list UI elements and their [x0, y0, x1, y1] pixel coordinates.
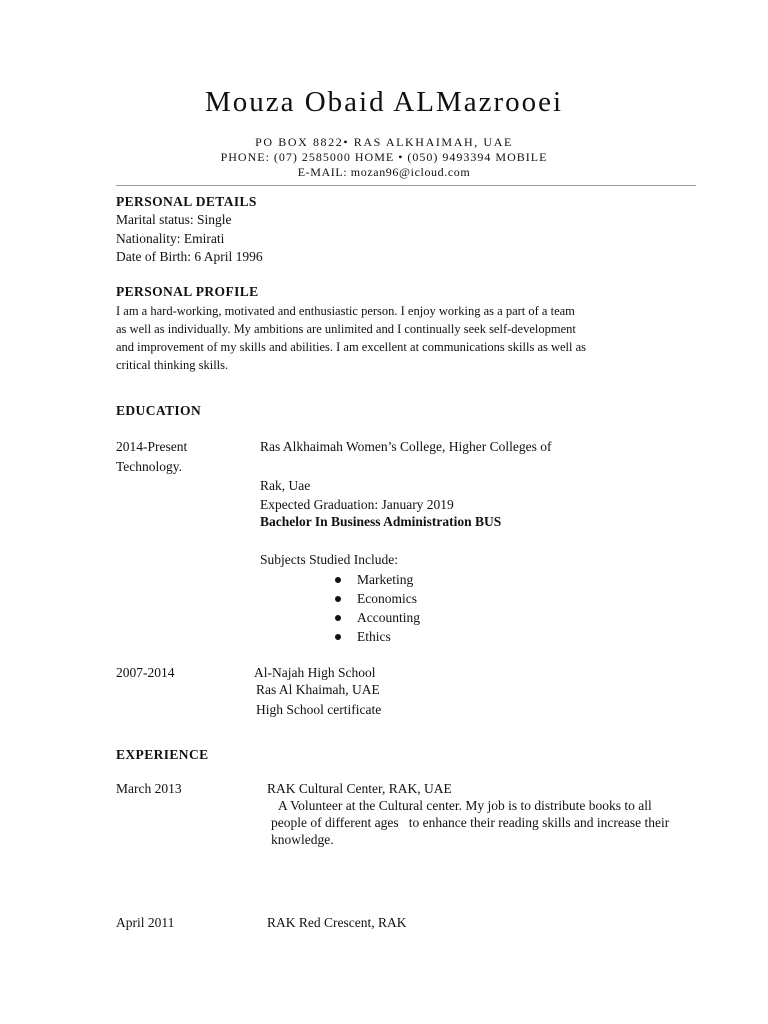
- personal-profile-heading: PERSONAL PROFILE: [116, 284, 259, 299]
- list-item: Economics: [333, 591, 420, 610]
- education-institution-cont: Technology.: [116, 459, 183, 474]
- date-of-birth: Date of Birth: 6 April 1996: [116, 249, 263, 264]
- personal-details-heading: PERSONAL DETAILS: [116, 194, 257, 209]
- subjects-label: Subjects Studied Include:: [260, 552, 398, 567]
- experience-organization: RAK Cultural Center, RAK, UAE: [267, 781, 452, 796]
- profile-line: I am a hard-working, motivated and enthusiastic person. I enjoy working as a part of a team: [116, 304, 575, 318]
- bullet-icon: [335, 634, 341, 640]
- education-location: Rak, Uae: [260, 478, 311, 493]
- education-degree: Bachelor In Business Administration BUS: [260, 514, 502, 529]
- profile-line: as well as individually. My ambitions are unlimited and I continually seek self-development: [116, 322, 576, 336]
- education-period: 2014-Present: [116, 439, 188, 454]
- phone-line: PHONE: (07) 2585000 HOME • (050) 9493394 MOBILE: [220, 150, 548, 164]
- marital-status: Marital status: Single: [116, 212, 232, 227]
- education-institution: Ras Alkhaimah Women’s College, Higher Colleges of: [260, 439, 552, 454]
- experience-organization: RAK Red Crescent, RAK: [267, 915, 407, 930]
- bullet-icon: [335, 577, 341, 583]
- education-location: Ras Al Khaimah, UAE: [256, 682, 380, 697]
- bullet-icon: [335, 596, 341, 602]
- experience-description-line: knowledge.: [271, 832, 334, 847]
- profile-line: and improvement of my skills and abilities. I am excellent at communications skills as well as: [116, 340, 587, 354]
- education-graduation: Expected Graduation: January 2019: [260, 497, 454, 512]
- experience-description-line: people of different ages to enhance their reading skills and increase their: [271, 815, 670, 830]
- education-certificate: High School certificate: [256, 702, 382, 717]
- experience-period: April 2011: [116, 915, 175, 930]
- email-line: E-MAIL: mozan96@icloud.com: [297, 165, 471, 179]
- education-institution: Al-Najah High School: [254, 665, 376, 680]
- experience-heading: EXPERIENCE: [116, 747, 209, 762]
- list-item: Ethics: [333, 629, 420, 648]
- profile-line: critical thinking skills.: [116, 358, 229, 372]
- experience-period: March 2013: [116, 781, 182, 796]
- header-divider: [116, 185, 696, 186]
- bullet-icon: [335, 615, 341, 621]
- nationality: Nationality: Emirati: [116, 231, 225, 246]
- education-heading: EDUCATION: [116, 403, 202, 418]
- address-line: PO BOX 8822• RAS ALKHAIMAH, UAE: [255, 135, 513, 149]
- resume-name: Mouza Obaid ALMazrooei: [204, 86, 564, 118]
- list-item: Accounting: [333, 610, 420, 629]
- subjects-list: [333, 572, 420, 648]
- list-item: Marketing: [333, 572, 420, 591]
- education-period: 2007-2014: [116, 665, 175, 680]
- experience-description-line: A Volunteer at the Cultural center. My job is to distribute books to all: [278, 798, 652, 813]
